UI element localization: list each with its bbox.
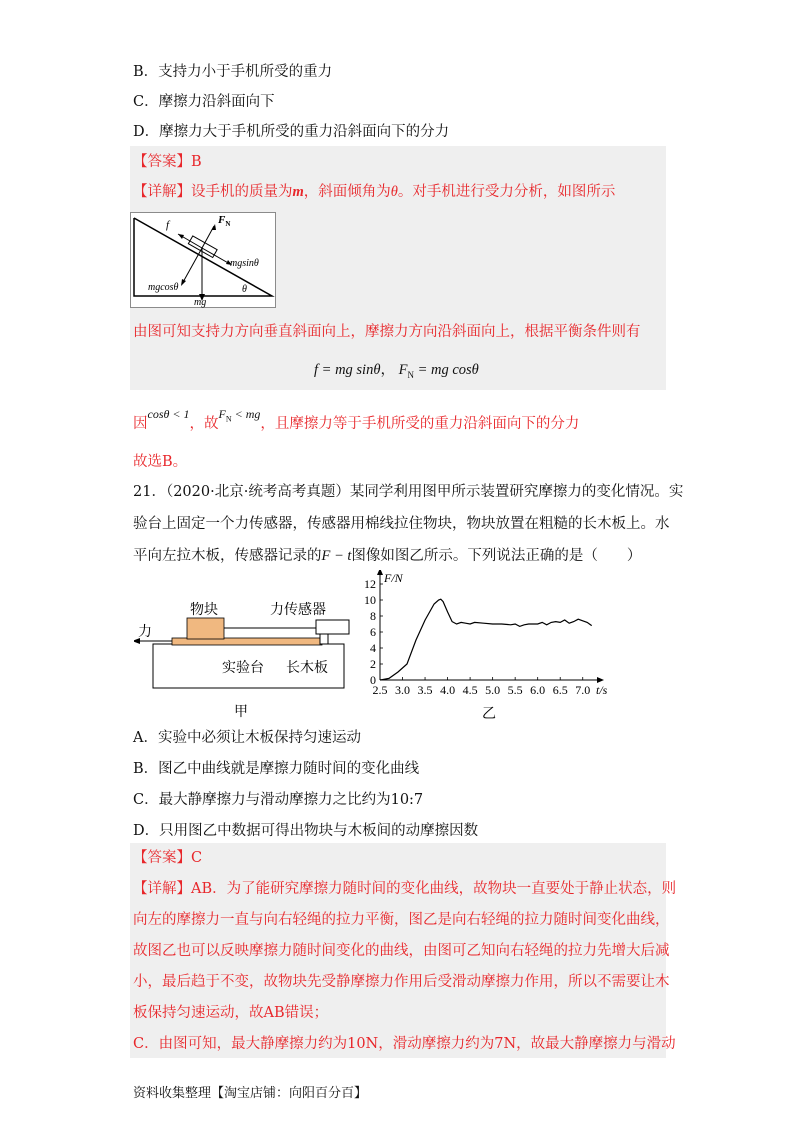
ft-chart	[358, 570, 618, 720]
footer: 资料收集整理【淘宝店铺：向阳百分百】	[133, 1086, 368, 1101]
x-tick-label: 5.5	[507, 683, 523, 697]
y-axis-label: F/N	[384, 571, 403, 585]
label-mgcos: mgcosθ	[148, 282, 179, 293]
explain-line: 由图可知支持力方向垂直斜面向上，摩擦力方向沿斜面向上，根据平衡条件则有	[133, 324, 641, 340]
option-c: C．摩擦力沿斜面向下	[133, 94, 275, 110]
formula-line: f = mg sinθ， $F_N$ = mg cosθ	[314, 362, 479, 380]
q21-option-b: B．图乙中曲线就是摩擦力随时间的变化曲线	[133, 761, 420, 777]
label-fn: $F_N$	[218, 214, 231, 228]
q21-option-d: D．只用图乙中数据可得出物块与木板间的动摩擦因数	[133, 823, 479, 839]
option-d: D．摩擦力大于手机所受的重力沿斜面向下的分力	[133, 124, 450, 140]
board-label: 长木板	[286, 661, 328, 676]
label-theta: θ	[242, 284, 247, 295]
q21-stem-2: 验台上固定一个力传感器，传感器用棉线拉住物块，物块放置在粗糙的长木板上。水	[133, 516, 670, 532]
y-tick-label: 10	[364, 593, 376, 607]
label-f: f	[166, 219, 170, 231]
x-tick-label: 3.5	[417, 683, 433, 697]
y-axis-arrow	[377, 570, 383, 575]
x-tick-label: 4.0	[440, 683, 456, 697]
q21-answer: 【答案】C	[133, 850, 203, 866]
detail-line: 【详解】设手机的质量为m，斜面倾角为θ。对手机进行受力分析，如图所示	[133, 184, 616, 200]
q21-detail-3: 故图乙也可以反映摩擦力随时间变化的曲线，由图可乙知向右轻绳的拉力先增大后减	[133, 943, 670, 959]
caption-yi: 乙	[482, 707, 496, 720]
series-line	[380, 599, 592, 680]
sensor-label: 力传感器	[270, 603, 326, 618]
q21-detail-2: 向左的摩擦力一直与向右轻绳的拉力平衡，图乙是向右轻绳的拉力随时间变化曲线，	[133, 912, 670, 928]
table-label: 实验台	[222, 661, 264, 676]
x-tick-label: 4.5	[462, 683, 478, 697]
x-tick-label: 5.0	[485, 683, 501, 697]
x-tick-label: 6.0	[530, 683, 546, 697]
q21-stem-3: 平向左拉木板，传感器记录的F − t图像如图乙所示。下列说法正确的是（ ）	[133, 548, 642, 564]
q21-detail-1: 【详解】AB．为了能研究摩擦力随时间的变化曲线，故物块一直要处于静止状态，则	[133, 881, 677, 897]
x-tick-label: 3.0	[395, 683, 411, 697]
x-axis-label: t/s	[596, 683, 608, 697]
label-mg: mg	[194, 297, 207, 308]
q21-detail-6: C．由图可知，最大静摩擦力约为10N，滑动摩擦力约为7N，故最大静摩擦力与滑动	[133, 1036, 676, 1052]
block-label: 物块	[190, 603, 218, 618]
force-diagram	[130, 212, 276, 308]
q21-option-c: C．最大静摩擦力与滑动摩擦力之比约为10:7	[133, 792, 424, 808]
option-b: B．支持力小于手机所受的重力	[133, 64, 333, 80]
y-tick-label: 8	[370, 609, 376, 623]
x-tick-label: 6.5	[552, 683, 568, 697]
choose-line: 故选B。	[133, 454, 188, 470]
x-tick-label: 7.0	[575, 683, 591, 697]
apparatus-figure	[134, 596, 352, 726]
y-tick-label: 12	[364, 577, 376, 591]
q21-detail-5: 板保持匀速运动，故AB错误；	[133, 1005, 329, 1021]
y-tick-label: 2	[370, 657, 376, 671]
q21-detail-4: 小，最后趋于不变，故物块先受静摩擦力作用后受滑动摩擦力作用，所以不需要让木	[133, 974, 670, 990]
caption-jia: 甲	[234, 705, 248, 720]
y-tick-label: 4	[370, 641, 376, 655]
force-label: 力	[138, 625, 152, 640]
y-tick-label: 0	[370, 673, 376, 687]
q21-stem-1: 21．（2020·北京·统考高考真题）某同学利用图甲所示装置研究摩擦力的变化情况。实	[133, 484, 684, 500]
answer-label: 【答案】B	[133, 154, 202, 170]
q21-option-a: A．实验中必须让木板保持匀速运动	[133, 730, 361, 746]
y-tick-label: 6	[370, 625, 376, 639]
label-mgsin: mgsinθ	[230, 258, 259, 269]
x-tick-label: 2.5	[372, 683, 388, 697]
because-line: 因$^{cos\theta < 1}$，故$^{F_N < mg}$，且摩擦力等于手机所受的重力沿斜面向下的分力	[133, 407, 580, 432]
